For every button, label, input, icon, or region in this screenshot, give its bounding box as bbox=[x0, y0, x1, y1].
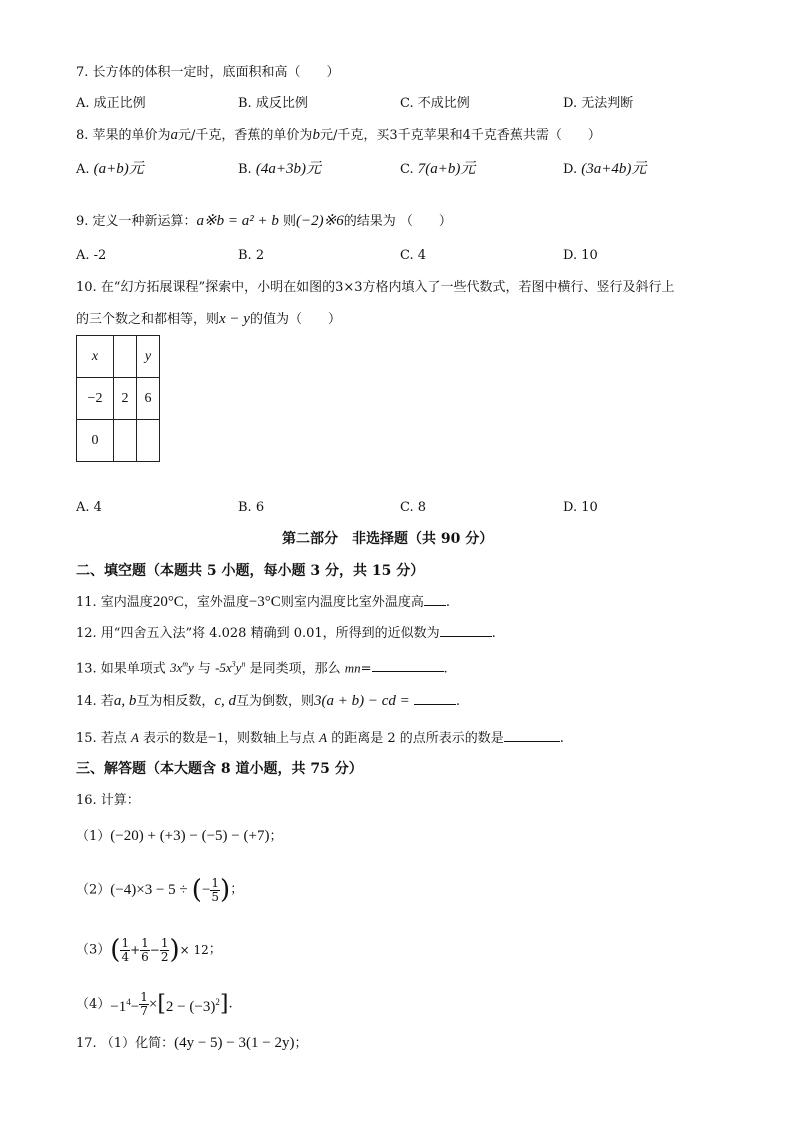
fraction: $\frac{1}{4}$ bbox=[121, 935, 130, 964]
q16-part2: （2）(−4)×3 − 5 ÷ (− $\frac{1}{5}$ )； bbox=[76, 875, 244, 905]
q10-option-a: A. 4 bbox=[76, 500, 102, 515]
grid-cell bbox=[114, 336, 137, 378]
q8-option-d: D. (3a+4b)元 bbox=[563, 161, 647, 177]
q10-option-c: C. 8 bbox=[400, 500, 427, 515]
q15: 15. 若点 A 表示的数是−1，则数轴上与点 A 的距离是 2 的点所表示的数是 . bbox=[76, 730, 564, 746]
q9-option-b: B. 2 bbox=[238, 248, 265, 263]
answer-blank bbox=[424, 593, 446, 606]
q7-option-b: B. 成反比例 bbox=[238, 96, 308, 111]
answer-blank bbox=[504, 729, 560, 742]
q11: 11. 室内温度20°C，室外温度−3°C则室内温度比室外温度高 . bbox=[76, 594, 450, 610]
grid-cell: −2 bbox=[77, 378, 114, 420]
q9-option-a: A. -2 bbox=[76, 248, 107, 263]
grid-cell bbox=[137, 420, 160, 462]
q16-part3: （3）( $\frac{1}{4}$ + $\frac{1}{6}$ − $\frac{1}{2}$ )× 12； bbox=[76, 935, 222, 965]
q10-option-b: B. 6 bbox=[238, 500, 265, 515]
q8-stem: 8. 苹果的单价为a元/千克，香蕉的单价为b元/千克，买3千克苹果和4千克香蕉共需（ ） bbox=[76, 127, 601, 143]
q16-part4: $(4)-1^4-$ $\frac{1}{7}$ $\times[2 - (-3)^2]$. bbox=[76, 990, 233, 1018]
q16-part1: （1）(−20) + (+3) − (−5) − (+7)； bbox=[76, 828, 283, 844]
q8-option-c: C. 7(a+b)元 bbox=[400, 161, 476, 177]
magic-square-grid bbox=[76, 335, 160, 462]
q9-stem: 9. 定义一种新运算：a※b = a² + b 则(−2)※6的结果为 （ ） bbox=[76, 213, 452, 229]
grid-cell: 2 bbox=[114, 378, 137, 420]
q7-option-a: A. 成正比例 bbox=[76, 96, 146, 111]
q10-line1: 10. 在“幻方拓展课程”探索中，小明在如图的3×3方格内填入了一些代数式，若图中横行、竖行及斜行上 bbox=[76, 280, 675, 295]
grid-cell bbox=[114, 420, 137, 462]
q17: 17. （1）化简：(4y − 5) − 3(1 − 2y)； bbox=[76, 1035, 308, 1051]
fraction: $\frac{1}{5}$ bbox=[211, 875, 220, 904]
answer-blank bbox=[414, 692, 456, 705]
section2-title: 二、填空题（本题共 5 小题，每小题 3 分，共 15 分） bbox=[76, 563, 425, 579]
answer-blank bbox=[372, 659, 444, 672]
q12: 12. 用“四舍五入法”将 4.028 精确到 0.01，所得到的近似数为 . bbox=[76, 626, 496, 641]
fraction: $\frac{1}{7}$ bbox=[140, 990, 148, 1018]
grid-cell: y bbox=[137, 336, 160, 378]
part2-title: 第二部分 非选择题（共 90 分） bbox=[282, 531, 494, 547]
q13: 13. 如果单项式 $3x^my$ 与 $-5x^3y^n$ 是同类项，那么 mn= . bbox=[76, 660, 448, 677]
q7-option-c: C. 不成比例 bbox=[400, 96, 470, 111]
section3-title: 三、解答题（本大题含 8 道小题，共 75 分） bbox=[76, 761, 363, 777]
fraction: $\frac{1}{6}$ bbox=[141, 935, 149, 964]
q14: 14. 若a, b互为相反数，c, d互为倒数，则3(a + b) − cd = . bbox=[76, 693, 461, 709]
q9-option-d: D. 10 bbox=[563, 248, 598, 263]
q7-stem: 7. 长方体的体积一定时，底面积和高（ ） bbox=[76, 65, 340, 80]
q7-option-d: D. 无法判断 bbox=[563, 96, 634, 111]
grid-cell: x bbox=[77, 336, 114, 378]
fraction: $\frac{1}{2}$ bbox=[160, 935, 169, 964]
q8-option-b: B. (4a+3b)元 bbox=[238, 161, 321, 177]
q8-option-a: A. (a+b)元 bbox=[76, 161, 144, 177]
q9-option-c: C. 4 bbox=[400, 248, 427, 263]
q10-option-d: D. 10 bbox=[563, 500, 598, 515]
answer-blank bbox=[440, 624, 492, 637]
grid-cell: 6 bbox=[137, 378, 160, 420]
q10-line2: 的三个数之和都相等，则x − y的值为（ ） bbox=[76, 311, 341, 327]
q16-title: 16. 计算： bbox=[76, 793, 140, 808]
grid-cell: 0 bbox=[77, 420, 114, 462]
